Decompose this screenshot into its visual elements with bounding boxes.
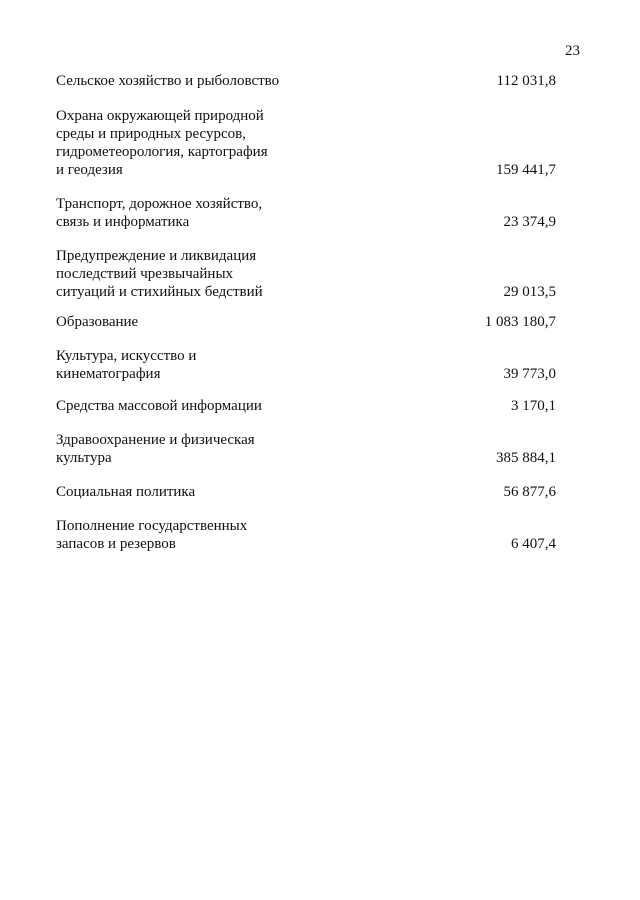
budget-row-value: 39 773,0 [503,366,556,382]
budget-row-value: 385 884,1 [496,450,556,466]
label-line: кинематография [56,366,161,382]
label-line: ситуаций и стихийных бедствий [56,284,263,300]
budget-row-label [56,72,356,90]
budget-row-culture [56,347,556,383]
budget-row-label [56,483,356,501]
budget-row-value: 56 877,6 [503,484,556,500]
budget-row-label [56,397,356,415]
budget-row-label [56,195,356,231]
label-line: Средства массовой информации [56,398,262,414]
budget-row-value: 3 170,1 [511,398,556,414]
label-line: связь и информатика [56,214,190,230]
budget-row-transport [56,195,556,231]
budget-row-value: 29 013,5 [503,284,556,300]
budget-row-label [56,247,356,301]
label-line: Пополнение государственных [56,518,248,534]
label-line: культура [56,450,112,466]
budget-row-education [56,313,556,331]
budget-row-mass-media [56,397,556,415]
budget-row-label [56,347,356,383]
budget-row-label [56,313,356,331]
budget-row-environment [56,107,556,179]
budget-row-label [56,107,356,179]
label-line: гидрометеорология, картография [56,144,268,160]
budget-row-state-reserves [56,517,556,553]
label-line: и геодезия [56,162,123,178]
budget-row-value: 6 407,4 [511,536,556,552]
budget-row-label [56,517,356,553]
budget-row-value: 112 031,8 [496,73,556,89]
label-line: Охрана окружающей природной [56,108,264,124]
label-line: Социальная политика [56,484,196,500]
label-line: последствий чрезвычайных [56,266,234,282]
label-line: среды и природных ресурсов, [56,126,246,142]
page-number: 23 [565,43,580,59]
budget-row-label [56,431,356,467]
label-line: Здравоохранение и физическая [56,432,255,448]
label-line: Образование [56,314,139,330]
label-line: Сельское хозяйство и рыболовство [56,73,280,89]
budget-row-agriculture [56,72,556,90]
budget-list [56,72,556,553]
budget-row-social-policy [56,483,556,501]
budget-row-value: 1 083 180,7 [484,314,556,330]
budget-row-value: 159 441,7 [496,162,556,178]
label-line: Транспорт, дорожное хозяйство, [56,196,263,212]
label-line: запасов и резервов [56,536,176,552]
label-line: Предупреждение и ликвидация [56,248,257,264]
budget-row-emergencies [56,247,556,301]
budget-row-value: 23 374,9 [503,214,556,230]
label-line: Культура, искусство и [56,348,197,364]
budget-row-healthcare [56,431,556,467]
